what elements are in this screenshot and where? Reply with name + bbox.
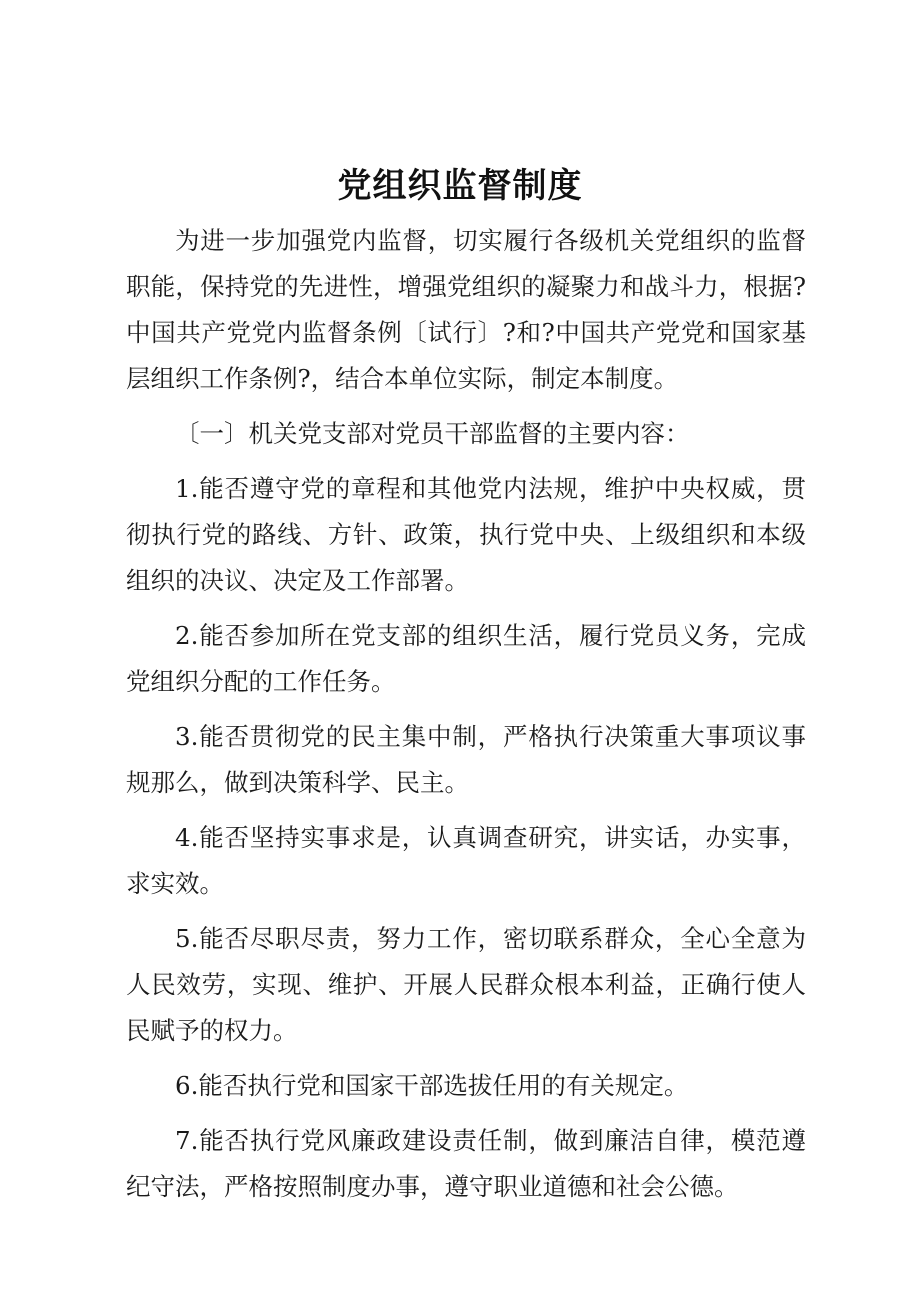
list-item-6: 6.能否执行党和国家干部选拔任用的有关规定。 [175,1071,689,1100]
intro-paragraph: 为进一步加强党内监督，切实履行各级机关党组织的监督职能，保持党的先进性，增强党组织的凝聚力和战斗力，根据?中国共产党党内监督条例〔试行〕?和?中国共产党党和国家基层组织工作条例?，结合本单位实际，制定本制度。 [126,226,806,393]
list-item-7: 7.能否执行党风廉政建设责任制，做到廉洁自律，模范遵纪守法，严格按照制度办事，遵守职业道德和社会公德。 [126,1126,806,1201]
list-item-4: 4.能否坚持实事求是，认真调查研究，讲实话，办实事，求实效。 [126,823,806,898]
document-title: 党组织监督制度 [337,166,583,206]
document-body [126,218,806,1219]
list-item-5: 5.能否尽职尽责，努力工作，密切联系群众，全心全意为人民效劳，实现、维护、开展人民群众根本利益，正确行使人民赋予的权力。 [126,924,806,1045]
list-item-1: 1.能否遵守党的章程和其他党内法规，维护中央权威，贯彻执行党的路线、方针、政策，执行党中央、上级组织和本级组织的决议、决定及工作部署。 [126,474,806,595]
section-heading: 〔一〕机关党支部对党员干部监督的主要内容： [175,419,690,448]
list-item-2: 2.能否参加所在党支部的组织生活，履行党员义务，完成党组织分配的工作任务。 [126,621,806,696]
list-item-3: 3.能否贯彻党的民主集中制，严格执行决策重大事项议事规那么，做到决策科学、民主。 [126,722,806,797]
